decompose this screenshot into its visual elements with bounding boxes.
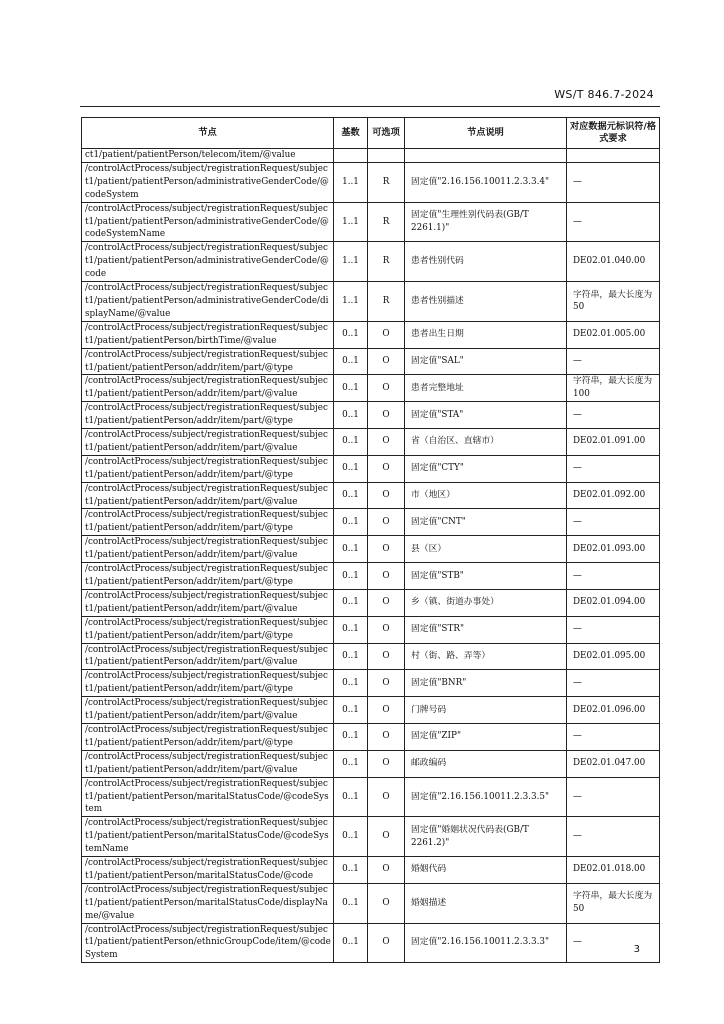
table-row bbox=[82, 817, 660, 857]
format-cell: DE02.01.094.00 bbox=[567, 589, 660, 616]
format-cell: — bbox=[567, 202, 660, 242]
node-cell: ct1/patient/patientPerson/telecom/item/@value bbox=[82, 149, 334, 163]
cardinality-cell: 0..1 bbox=[334, 348, 368, 375]
table-row bbox=[82, 321, 660, 348]
table-row bbox=[82, 589, 660, 616]
description-cell: 固定值"生理性别代码表(GB/T 2261.1)" bbox=[405, 202, 567, 242]
node-cell: /controlActProcess/subject/registrationRequest/subject1/patient/patientPerson/addr/item/part/@value bbox=[82, 429, 334, 456]
table-row bbox=[82, 670, 660, 697]
node-cell: /controlActProcess/subject/registrationRequest/subject1/patient/patientPerson/addr/item/part/@value bbox=[82, 589, 334, 616]
column-header-format: 对应数据元标识符/格式要求 bbox=[567, 118, 660, 149]
cardinality-cell: 1..1 bbox=[334, 202, 368, 242]
node-cell: /controlActProcess/subject/registrationRequest/subject1/patient/patientPerson/addr/item/part/@type bbox=[82, 348, 334, 375]
description-cell: 患者完整地址 bbox=[405, 375, 567, 402]
format-cell: — bbox=[567, 162, 660, 202]
description-cell: 固定值"2.16.156.10011.2.3.3.5" bbox=[405, 777, 567, 817]
optional-cell: O bbox=[368, 643, 405, 670]
optional-cell: O bbox=[368, 697, 405, 724]
format-cell: DE02.01.096.00 bbox=[567, 697, 660, 724]
table-row bbox=[82, 750, 660, 777]
cardinality-cell: 1..1 bbox=[334, 162, 368, 202]
description-cell: 固定值"ZIP" bbox=[405, 723, 567, 750]
cardinality-cell: 0..1 bbox=[334, 723, 368, 750]
optional-cell: O bbox=[368, 923, 405, 963]
format-cell: DE02.01.095.00 bbox=[567, 643, 660, 670]
table-row bbox=[82, 455, 660, 482]
table-row bbox=[82, 777, 660, 817]
node-cell: /controlActProcess/subject/registrationRequest/subject1/patient/patientPerson/maritalStatusCode/@code bbox=[82, 857, 334, 884]
format-cell: 字符串，最大长度为 100 bbox=[567, 375, 660, 402]
format-cell: 字符串，最大长度为 50 bbox=[567, 883, 660, 923]
optional-cell: O bbox=[368, 616, 405, 643]
optional-cell: O bbox=[368, 455, 405, 482]
optional-cell: O bbox=[368, 482, 405, 509]
node-cell: /controlActProcess/subject/registrationRequest/subject1/patient/patientPerson/administrativeGenderCode/@code bbox=[82, 242, 334, 282]
description-cell: 门牌号码 bbox=[405, 697, 567, 724]
format-cell: DE02.01.005.00 bbox=[567, 321, 660, 348]
optional-cell: O bbox=[368, 402, 405, 429]
format-cell: — bbox=[567, 670, 660, 697]
format-cell bbox=[567, 149, 660, 163]
node-cell: /controlActProcess/subject/registrationRequest/subject1/patient/patientPerson/addr/item/part/@value bbox=[82, 750, 334, 777]
node-cell: /controlActProcess/subject/registrationRequest/subject1/patient/patientPerson/addr/item/part/@type bbox=[82, 670, 334, 697]
column-header-node: 节点 bbox=[82, 118, 334, 149]
optional-cell: R bbox=[368, 282, 405, 322]
format-cell: — bbox=[567, 777, 660, 817]
table-body bbox=[82, 149, 660, 963]
optional-cell: O bbox=[368, 509, 405, 536]
format-cell: DE02.01.018.00 bbox=[567, 857, 660, 884]
description-cell: 固定值"2.16.156.10011.2.3.3.4" bbox=[405, 162, 567, 202]
optional-cell: O bbox=[368, 589, 405, 616]
optional-cell: O bbox=[368, 777, 405, 817]
node-cell: /controlActProcess/subject/registrationRequest/subject1/patient/patientPerson/birthTime/@value bbox=[82, 321, 334, 348]
table-row bbox=[82, 857, 660, 884]
page-number: 3 bbox=[633, 944, 640, 955]
description-cell: 省（自治区、直辖市） bbox=[405, 429, 567, 456]
optional-cell: R bbox=[368, 162, 405, 202]
description-cell: 固定值"STR" bbox=[405, 616, 567, 643]
cardinality-cell: 0..1 bbox=[334, 455, 368, 482]
optional-cell: O bbox=[368, 429, 405, 456]
cardinality-cell: 0..1 bbox=[334, 697, 368, 724]
table-row bbox=[82, 723, 660, 750]
format-cell: — bbox=[567, 509, 660, 536]
node-cell: /controlActProcess/subject/registrationRequest/subject1/patient/patientPerson/addr/item/part/@type bbox=[82, 563, 334, 590]
cardinality-cell: 0..1 bbox=[334, 616, 368, 643]
description-cell: 患者出生日期 bbox=[405, 321, 567, 348]
optional-cell: O bbox=[368, 563, 405, 590]
cardinality-cell: 0..1 bbox=[334, 777, 368, 817]
description-cell: 婚姻代码 bbox=[405, 857, 567, 884]
node-cell: /controlActProcess/subject/registrationRequest/subject1/patient/patientPerson/maritalStatusCode/@codeSystemName bbox=[82, 817, 334, 857]
description-cell: 村（街、路、弄等） bbox=[405, 643, 567, 670]
description-cell bbox=[405, 149, 567, 163]
node-spec-table bbox=[81, 117, 660, 963]
description-cell: 县（区） bbox=[405, 536, 567, 563]
node-cell: /controlActProcess/subject/registrationRequest/subject1/patient/patientPerson/administrativeGenderCode/@codeSystem bbox=[82, 162, 334, 202]
format-cell: — bbox=[567, 923, 660, 963]
cardinality-cell: 0..1 bbox=[334, 750, 368, 777]
table-row bbox=[82, 242, 660, 282]
node-cell: /controlActProcess/subject/registrationRequest/subject1/patient/patientPerson/addr/item/part/@value bbox=[82, 536, 334, 563]
description-cell: 固定值"婚姻状况代码表(GB/T 2261.2)" bbox=[405, 817, 567, 857]
optional-cell: O bbox=[368, 536, 405, 563]
optional-cell: O bbox=[368, 817, 405, 857]
table-row bbox=[82, 348, 660, 375]
cardinality-cell: 0..1 bbox=[334, 643, 368, 670]
format-cell: DE02.01.093.00 bbox=[567, 536, 660, 563]
table-row bbox=[82, 429, 660, 456]
table-row bbox=[82, 697, 660, 724]
description-cell: 婚姻描述 bbox=[405, 883, 567, 923]
table-row bbox=[82, 282, 660, 322]
cardinality-cell: 0..1 bbox=[334, 923, 368, 963]
cardinality-cell: 0..1 bbox=[334, 509, 368, 536]
cardinality-cell: 0..1 bbox=[334, 536, 368, 563]
column-header-cardinality: 基数 bbox=[334, 118, 368, 149]
cardinality-cell: 0..1 bbox=[334, 375, 368, 402]
description-cell: 固定值"2.16.156.10011.2.3.3.3" bbox=[405, 923, 567, 963]
column-header-description: 节点说明 bbox=[405, 118, 567, 149]
description-cell: 固定值"STB" bbox=[405, 563, 567, 590]
node-cell: /controlActProcess/subject/registrationRequest/subject1/patient/patientPerson/maritalStatusCode/@codeSystem bbox=[82, 777, 334, 817]
node-cell: /controlActProcess/subject/registrationRequest/subject1/patient/patientPerson/administrativeGenderCode/displayName/@value bbox=[82, 282, 334, 322]
format-cell: — bbox=[567, 402, 660, 429]
table-row bbox=[82, 883, 660, 923]
cardinality-cell: 0..1 bbox=[334, 817, 368, 857]
table-row bbox=[82, 402, 660, 429]
format-cell: DE02.01.092.00 bbox=[567, 482, 660, 509]
optional-cell: R bbox=[368, 242, 405, 282]
table-row bbox=[82, 482, 660, 509]
description-cell: 市（地区） bbox=[405, 482, 567, 509]
format-cell: — bbox=[567, 455, 660, 482]
node-cell: /controlActProcess/subject/registrationRequest/subject1/patient/patientPerson/addr/item/part/@type bbox=[82, 509, 334, 536]
format-cell: — bbox=[567, 563, 660, 590]
optional-cell: O bbox=[368, 750, 405, 777]
cardinality-cell: 1..1 bbox=[334, 282, 368, 322]
cardinality-cell: 0..1 bbox=[334, 321, 368, 348]
optional-cell: O bbox=[368, 723, 405, 750]
description-cell: 乡（镇、街道办事处） bbox=[405, 589, 567, 616]
node-cell: /controlActProcess/subject/registrationRequest/subject1/patient/patientPerson/maritalStatusCode/displayName/@value bbox=[82, 883, 334, 923]
optional-cell: O bbox=[368, 883, 405, 923]
format-cell: — bbox=[567, 348, 660, 375]
format-cell: DE02.01.040.00 bbox=[567, 242, 660, 282]
description-cell: 固定值"BNR" bbox=[405, 670, 567, 697]
description-cell: 固定值"STA" bbox=[405, 402, 567, 429]
optional-cell: O bbox=[368, 375, 405, 402]
cardinality-cell: 0..1 bbox=[334, 857, 368, 884]
standard-code-header: WS/T 846.7-2024 bbox=[554, 88, 654, 101]
cardinality-cell: 1..1 bbox=[334, 242, 368, 282]
table-header-row bbox=[82, 118, 660, 149]
column-header-optional: 可选项 bbox=[368, 118, 405, 149]
cardinality-cell: 0..1 bbox=[334, 482, 368, 509]
optional-cell: O bbox=[368, 348, 405, 375]
table-row bbox=[82, 536, 660, 563]
cardinality-cell: 0..1 bbox=[334, 563, 368, 590]
node-cell: /controlActProcess/subject/registrationRequest/subject1/patient/patientPerson/addr/item/part/@type bbox=[82, 616, 334, 643]
description-cell: 患者性别代码 bbox=[405, 242, 567, 282]
optional-cell: R bbox=[368, 202, 405, 242]
cardinality-cell bbox=[334, 149, 368, 163]
table-row bbox=[82, 616, 660, 643]
node-cell: /controlActProcess/subject/registrationRequest/subject1/patient/patientPerson/addr/item/part/@type bbox=[82, 723, 334, 750]
node-cell: /controlActProcess/subject/registrationRequest/subject1/patient/patientPerson/addr/item/part/@value bbox=[82, 482, 334, 509]
format-cell: 字符串，最大长度为 50 bbox=[567, 282, 660, 322]
node-cell: /controlActProcess/subject/registrationRequest/subject1/patient/patientPerson/addr/item/part/@type bbox=[82, 402, 334, 429]
table-row bbox=[82, 162, 660, 202]
table-row bbox=[82, 509, 660, 536]
format-cell: — bbox=[567, 616, 660, 643]
format-cell: DE02.01.047.00 bbox=[567, 750, 660, 777]
node-cell: /controlActProcess/subject/registrationRequest/subject1/patient/patientPerson/addr/item/part/@value bbox=[82, 375, 334, 402]
table-row bbox=[82, 643, 660, 670]
format-cell: DE02.01.091.00 bbox=[567, 429, 660, 456]
optional-cell bbox=[368, 149, 405, 163]
cardinality-cell: 0..1 bbox=[334, 589, 368, 616]
node-cell: /controlActProcess/subject/registrationRequest/subject1/patient/patientPerson/addr/item/part/@value bbox=[82, 697, 334, 724]
table-row bbox=[82, 923, 660, 963]
description-cell: 邮政编码 bbox=[405, 750, 567, 777]
table-row bbox=[82, 375, 660, 402]
node-cell: /controlActProcess/subject/registrationRequest/subject1/patient/patientPerson/administrativeGenderCode/@codeSystemName bbox=[82, 202, 334, 242]
cardinality-cell: 0..1 bbox=[334, 883, 368, 923]
header-rule bbox=[80, 106, 660, 107]
node-cell: /controlActProcess/subject/registrationRequest/subject1/patient/patientPerson/addr/item/part/@value bbox=[82, 643, 334, 670]
description-cell: 患者性别描述 bbox=[405, 282, 567, 322]
description-cell: 固定值"CTY" bbox=[405, 455, 567, 482]
table-row bbox=[82, 202, 660, 242]
optional-cell: O bbox=[368, 321, 405, 348]
description-cell: 固定值"SAL" bbox=[405, 348, 567, 375]
format-cell: — bbox=[567, 817, 660, 857]
optional-cell: O bbox=[368, 670, 405, 697]
cardinality-cell: 0..1 bbox=[334, 429, 368, 456]
table-row bbox=[82, 149, 660, 163]
node-cell: /controlActProcess/subject/registrationRequest/subject1/patient/patientPerson/addr/item/part/@type bbox=[82, 455, 334, 482]
cardinality-cell: 0..1 bbox=[334, 402, 368, 429]
node-cell: /controlActProcess/subject/registrationRequest/subject1/patient/patientPerson/ethnicGroupCode/item/@codeSystem bbox=[82, 923, 334, 963]
format-cell: — bbox=[567, 723, 660, 750]
description-cell: 固定值"CNT" bbox=[405, 509, 567, 536]
optional-cell: O bbox=[368, 857, 405, 884]
cardinality-cell: 0..1 bbox=[334, 670, 368, 697]
table-row bbox=[82, 563, 660, 590]
